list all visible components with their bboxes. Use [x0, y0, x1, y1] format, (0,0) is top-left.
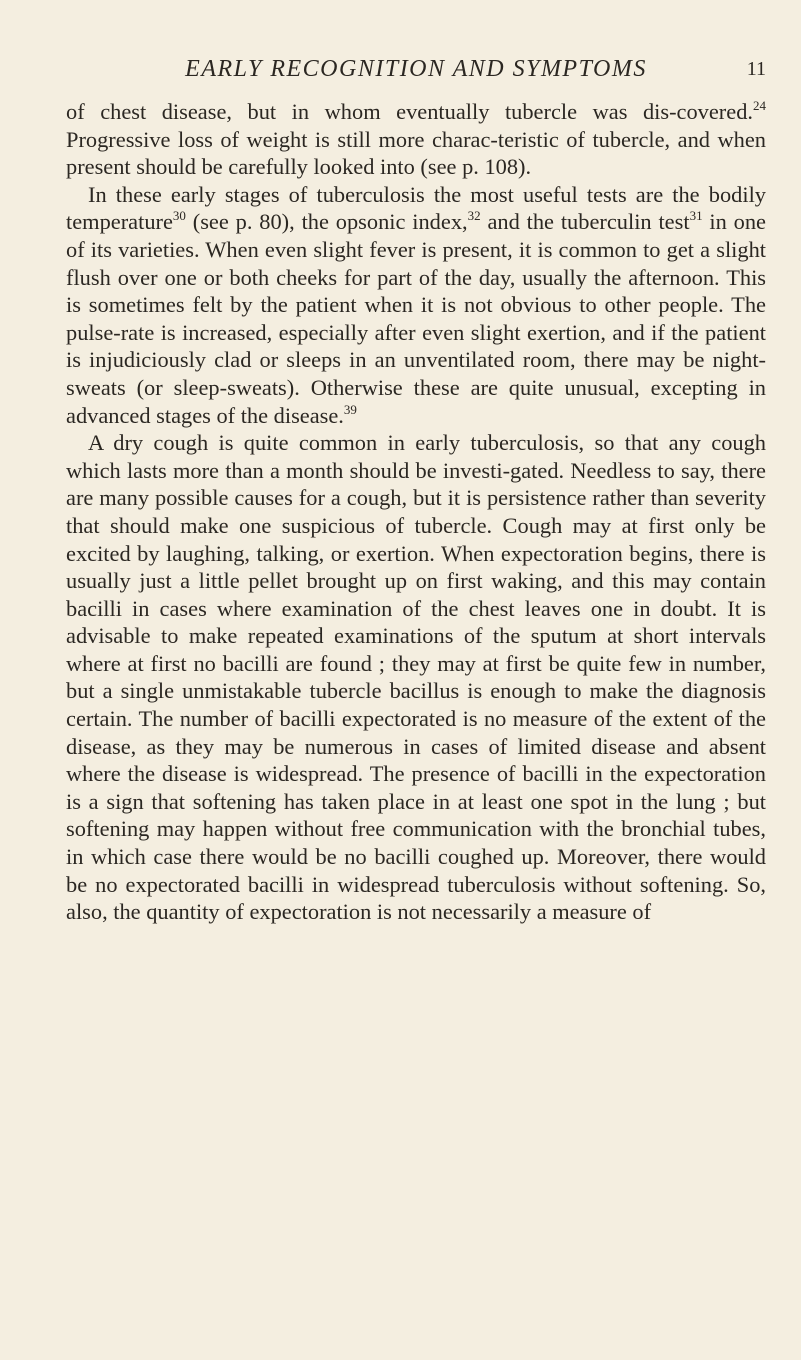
paragraph-3 — [66, 429, 766, 926]
running-title: EARLY RECOGNITION AND SYMPTOMS — [185, 56, 647, 82]
running-head — [66, 56, 766, 86]
text-segment: In these early stages of tuberculosis the most useful tests are the bodily temperature — [66, 181, 766, 235]
page-number: 11 — [746, 58, 766, 80]
text-segment: (see p. 80), the opsonic index, — [185, 209, 468, 235]
footnote-ref: 32 — [467, 208, 481, 224]
body-text — [66, 98, 766, 926]
paragraph-2 — [66, 181, 766, 429]
footnote-ref: 31 — [689, 208, 703, 224]
text-segment: of chest disease, but in whom eventually tubercle was dis-covered. — [66, 99, 753, 124]
footnote-ref: 39 — [343, 401, 357, 417]
text-segment: A dry cough is quite common in early tuberculosis, so that any cough which lasts more than a month should be investi-gated. Needless to say, there are many possible causes for a cough, but it is persistence rather than severity that should make one suspicious of tubercle. Cough may at first only be excited by laughing, talking, or exertion. When expectoration begins, there is usually just a little pellet brought up on first waking, and this may contain bacilli in cases where examination of the chest leaves one in doubt. It is advisable to make repeated examinations of the sputum at short intervals where at first no bacilli are found ; they may at first be quite few in number, but a single unmistakable tubercle bacillus is enough to make the diagnosis certain. The number of bacilli expectorated is no measure of the extent of the disease, as they may be numerous in cases of limited disease and absent where the disease is widespread. The presence of bacilli in the expectoration is a sign that softening has taken place in at least one spot in the lung ; but softening may happen without free communication with the bronchial tubes, in which case there would be no bacilli coughed up. Moreover, there would be no expectorated bacilli in widespread tuberculosis without softening. So, also, the quantity of expectoration is not necessarily a measure of — [66, 430, 766, 925]
text-segment: in one of its varieties. When even slight fever is present, it is common to get a slight flush over one or both cheeks for part of the day, usually the afternoon. This is sometimes felt by the patient when it is not obvious to other people. The pulse-rate is increased, especially after even slight exertion, and if the patient is injudiciously clad or sleeps in an unventilated room, there may be night-sweats (or sleep-sweats). Otherwise these are quite unusual, excepting in advanced stages of the disease. — [66, 209, 766, 428]
book-page — [66, 56, 766, 926]
paragraph-1 — [66, 98, 766, 181]
text-segment: Progressive loss of weight is still more charac-teristic of tubercle, and when present should be carefully looked into (see p. 108). — [66, 126, 766, 180]
footnote-ref: 24 — [753, 98, 766, 113]
footnote-ref: 30 — [172, 208, 186, 224]
text-segment: and the tuberculin test — [480, 209, 690, 235]
